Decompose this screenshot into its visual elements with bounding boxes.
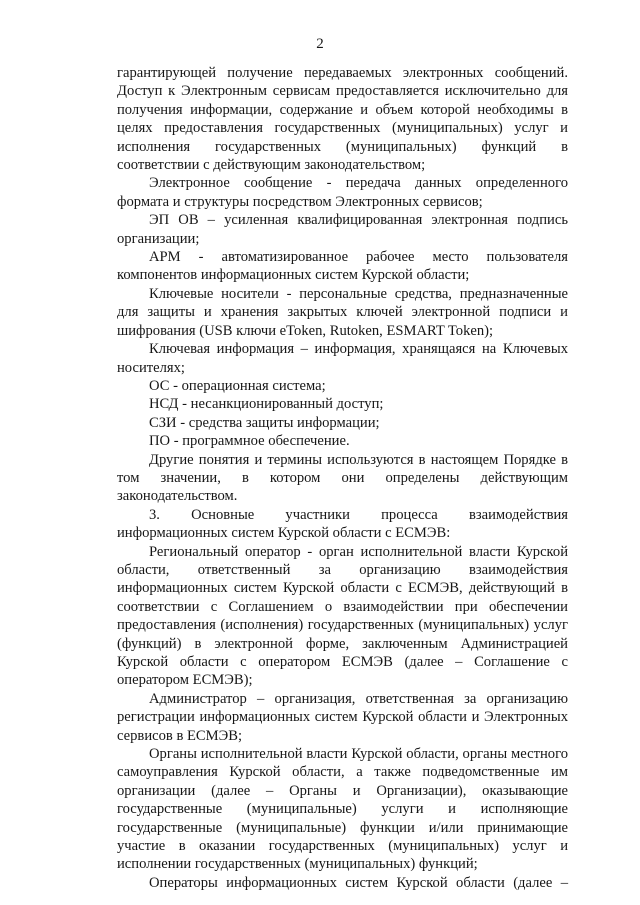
paragraph: Региональный оператор - орган исполнительной власти Курской области, ответственный за организацию взаимодействия информационных систем Курской области с ЕСМЭВ, действующий в соответствии с Соглашением о взаимодействии при обеспечении предоставления (исполнения) государственных (муниципальных) услуг (функций) в электронной форме, заключенным Администрацией Курской области с оператором ЕСМЭВ (далее – Соглашение с оператором ЕСМЭВ); bbox=[117, 543, 568, 689]
paragraph: ПО - программное обеспечение. bbox=[149, 433, 350, 450]
section-heading-paragraph: 3. Основные участники процесса взаимодействия информационных систем Курской области с ЕСМЭВ: bbox=[117, 506, 568, 542]
paragraph: Другие понятия и термины используются в настоящем Порядке в том значении, в котором они определены действующим законодательством. bbox=[117, 451, 568, 505]
paragraph: АРМ - автоматизированное рабочее место пользователя компонентов информационных систем Курской области; bbox=[117, 249, 568, 284]
paragraph: Ключевые носители - персональные средства, предназначенные для защиты и хранения закрытых ключей электронной подписи и шифрования (USB ключи eToken, Rutoken, ESMART Token); bbox=[117, 285, 568, 339]
document-body bbox=[117, 64, 568, 892]
paragraph: НСД - несанкционированный доступ; bbox=[149, 396, 384, 413]
paragraph: Администратор – организация, ответственная за организацию регистрации информационных систем Курской области и Электронных сервисов в ЕСМЭВ; bbox=[117, 690, 568, 744]
paragraph: Электронное сообщение - передача данных определенного формата и структуры посредством Электронных сервисов; bbox=[117, 175, 568, 210]
paragraph: Органы исполнительной власти Курской области, органы местного самоуправления Курской области, а также подведомственные им организации (далее – Органы и Организации), оказывающие государственные (муниципальные) услуги и исполняющие государственные (муниципальные) функции и/или принимающие участие в оказании государственных (муниципальных) услуг и исполнении государственных (муниципальных) функций; bbox=[117, 746, 568, 873]
paragraph: СЗИ - средства защиты информации; bbox=[149, 414, 380, 431]
page-number: 2 bbox=[316, 36, 324, 52]
paragraph: ОС - операционная система; bbox=[149, 377, 326, 394]
paragraph: гарантирующей получение передаваемых электронных сообщений. Доступ к Электронным сервисам предоставляется исключительно для получения информации, содержание и объем которой необходимы в целях предоставления государственных (муниципальных) услуг и исполнения государственных (муниципальных) функций в соответствии с действующим законодательством; bbox=[117, 65, 568, 174]
paragraph: ЭП ОВ – усиленная квалифицированная электронная подпись организации; bbox=[117, 212, 568, 247]
paragraph: Ключевая информация – информация, хранящаяся на Ключевых носителях; bbox=[117, 341, 568, 376]
paragraph: Операторы информационных систем Курской области (далее – bbox=[149, 874, 568, 891]
